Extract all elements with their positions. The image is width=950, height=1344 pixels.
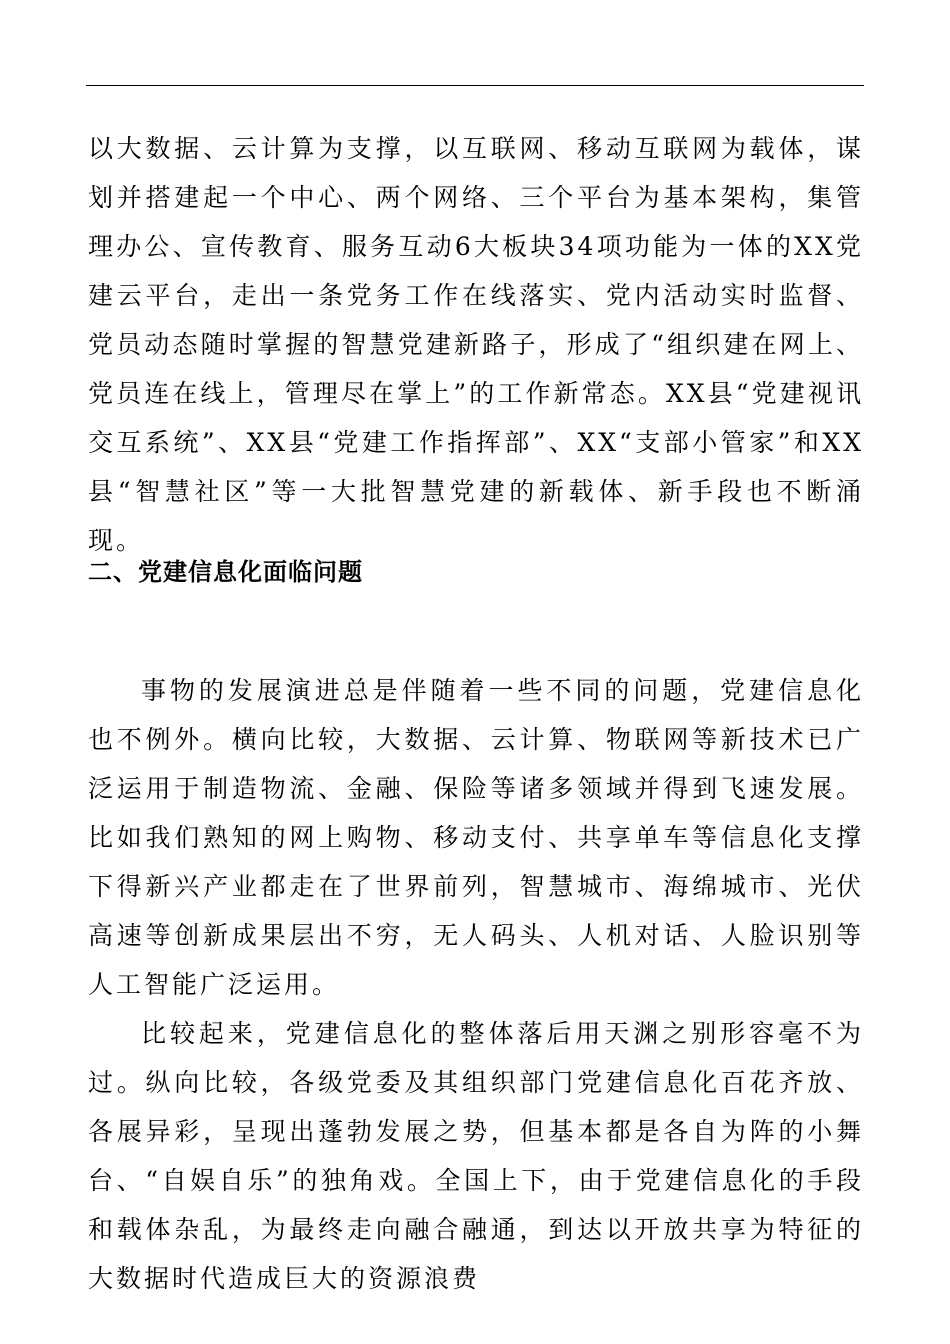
header-rule <box>86 85 864 86</box>
section-heading: 二、党建信息化面临问题 <box>88 558 363 586</box>
paragraph-party-cloud-platform: 以大数据、云计算为支撑，以互联网、移动互联网为载体，谋划并搭建起一个中心、两个网络、三个平台为基本架构，集管理办公、宣传教育、服务互动6大板块34项功能为一体的XX党建云平台，走出一条党务工作在线落实、党内活动实时监督、党员动态随时掌握的智慧党建新路子，形成了“组织建在网上、党员连在线上，管理尽在掌上”的工作新常态。XX县“党建视讯交互系统”、XX县“党建工作指挥部”、XX“支部小管家”和XX县“智慧社区”等一大批智慧党建的新载体、新手段也不断涌现。 <box>88 134 864 555</box>
paragraph-development-problems: 事物的发展演进总是伴随着一些不同的问题，党建信息化也不例外。横向比较，大数据、云计算、物联网等新技术已广泛运用于制造物流、金融、保险等诸多领域并得到飞速发展。比如我们熟知的网上购物、移动支付、共享单车等信息化支撑下得新兴产业都走在了世界前列，智慧城市、海绵城市、光伏高速等创新成果层出不穷，无人码头、人机对话、人脸识别等人工智能广泛运用。 <box>88 676 864 999</box>
document-body <box>88 124 864 1303</box>
paragraph-comparison: 比较起来，党建信息化的整体落后用天渊之别形容毫不为过。纵向比较，各级党委及其组织部门党建信息化百花齐放、各展异彩，呈现出蓬勃发展之势，但基本都是各自为阵的小舞台、“自娱自乐”的独角戏。全国上下，由于党建信息化的手段和载体杂乱，为最终走向融合融通，到达以开放共享为特征的大数据时代造成巨大的资源浪费 <box>88 1019 864 1293</box>
